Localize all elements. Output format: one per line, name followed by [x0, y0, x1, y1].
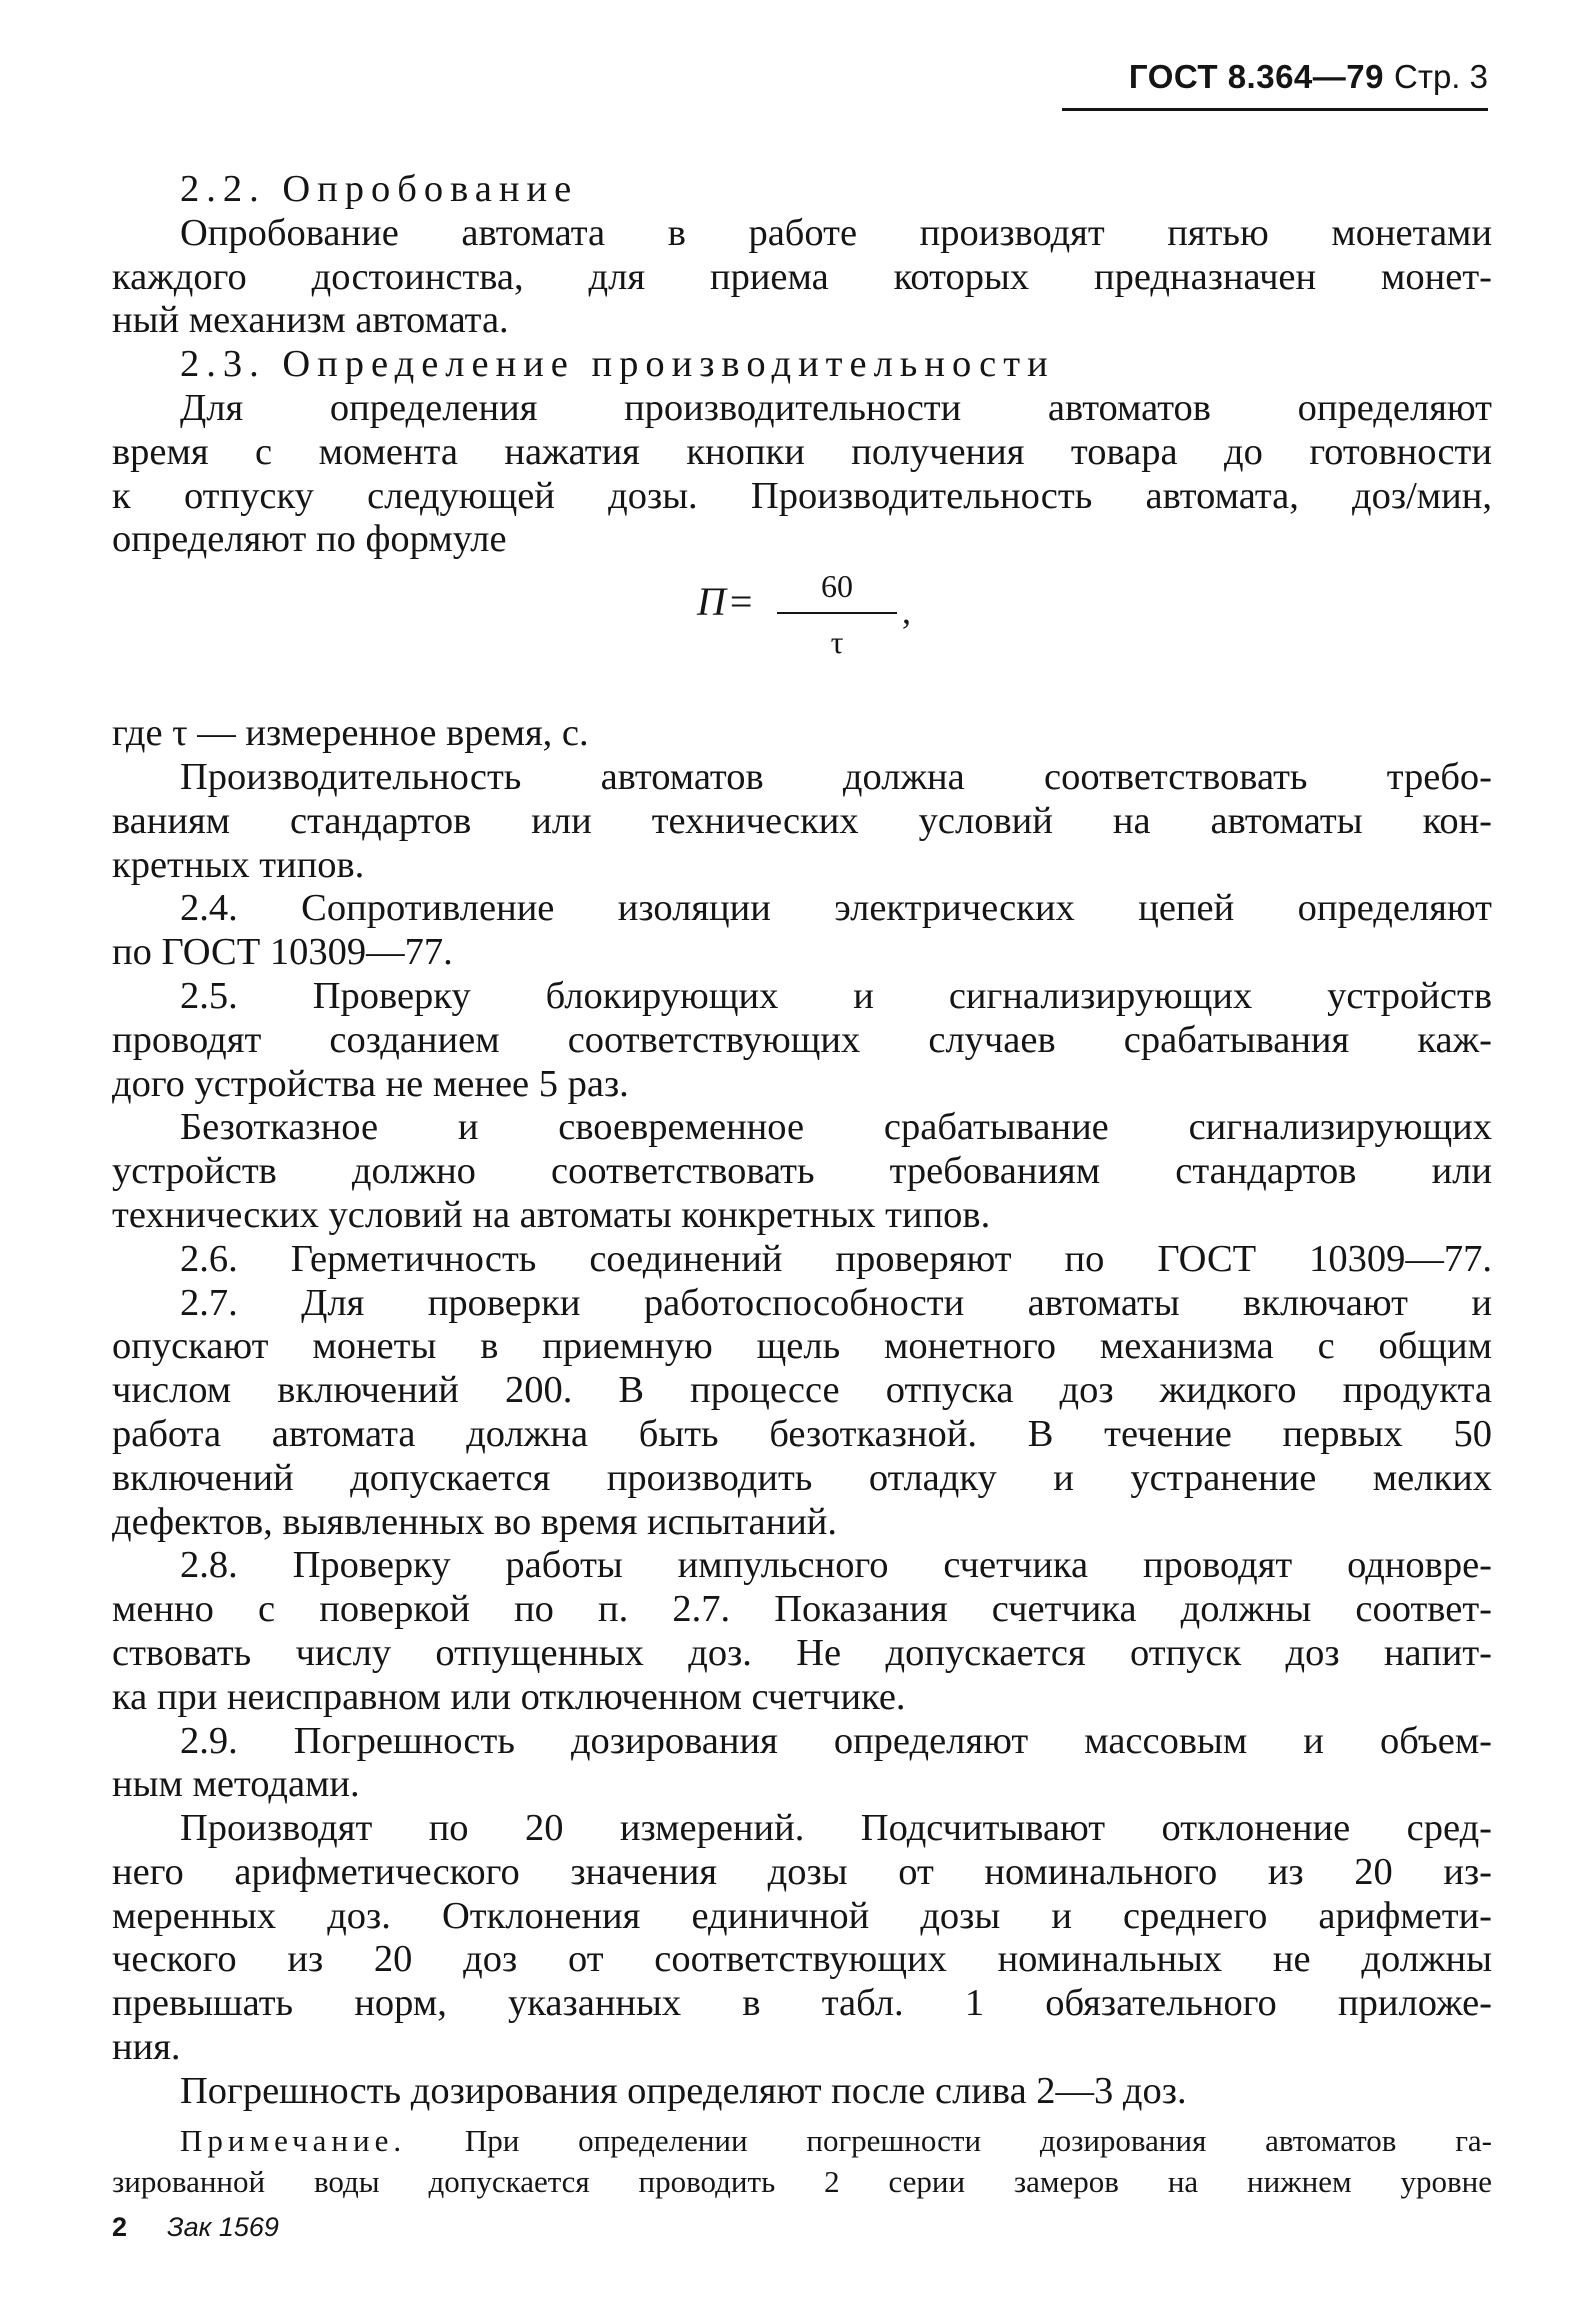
text-line: по ГОСТ 10309—77. — [112, 931, 453, 974]
formula-denominator: τ — [830, 624, 844, 661]
text-line: определяют по формуле — [112, 518, 507, 561]
text-line: числом включений 200. В процессе отпуска доз жидкого продукта — [112, 1369, 1492, 1412]
text-line: 2.9. Погрешность дозирования определяют массовым и объем- — [180, 1719, 1492, 1762]
text-line: Для определения производительности автоматов определяют — [180, 386, 1492, 429]
note-line: Примечание. При определении погрешности дозирования автоматов га- — [180, 2122, 1492, 2158]
text-line: 2.5. Проверку блокирующих и сигнализирующих устройств — [180, 974, 1492, 1017]
section-heading-2-2: 2.2. Опробование — [180, 168, 579, 210]
text-line: включений допускается производить отладку и устранение мелких — [112, 1456, 1492, 1499]
text-line: Производительность автоматов должна соответствовать требо- — [180, 755, 1492, 798]
text-line: проводят созданием соответствующих случаев срабатывания каж- — [112, 1018, 1492, 1061]
text-line: 2.6. Герметичность соединений проверяют по ГОСТ 10309—77. — [180, 1237, 1492, 1280]
text-line: устройств должно соответствовать требованиям стандартов или — [112, 1150, 1492, 1193]
footer-number: 2 — [112, 2212, 128, 2242]
footer-order: Зак 1569 — [167, 2212, 279, 2242]
body-text — [112, 168, 1492, 2202]
text-line: где τ — измеренное время, с. — [112, 712, 589, 755]
note-line: зированной воды допускается проводить 2 серии замеров на нижнем уровне — [112, 2163, 1492, 2199]
text-line: Производят по 20 измерений. Подсчитывают отклонение сред- — [180, 1807, 1492, 1850]
text-line: дого устройства не менее 5 раз. — [112, 1062, 629, 1105]
text-line: ный механизм автомата. — [112, 299, 509, 342]
text-line: Опробование автомата в работе производят пятью монетами — [180, 211, 1492, 254]
formula-fraction — [777, 566, 897, 662]
text-line: ческого из 20 доз от соответствующих номинальных не должны — [112, 1938, 1492, 1981]
formula-lhs: П = — [697, 579, 753, 625]
text-line: превышать норм, указанных в табл. 1 обязательного приложе- — [112, 1982, 1492, 2025]
text-line: меренных доз. Отклонения единичной дозы и среднего арифмети- — [112, 1894, 1492, 1937]
text-line: технических условий на автоматы конкретных типов. — [112, 1193, 991, 1236]
text-line: кретных типов. — [112, 843, 365, 886]
section-heading-2-3: 2.3. Определение производительности — [180, 343, 1055, 386]
text-line: каждого достоинства, для приема которых предназначен монет- — [112, 255, 1492, 298]
formula-comma: , — [902, 591, 911, 632]
formula — [112, 562, 1492, 712]
text-line: него арифметического значения дозы от номинального из 20 из- — [112, 1850, 1492, 1893]
page-footer — [112, 2212, 279, 2243]
note-block — [112, 2120, 1492, 2202]
text-line: опускают монеты в приемную щель монетного механизма с общим — [112, 1325, 1492, 1368]
standard-number: ГОСТ 8.364—79 — [1128, 58, 1384, 95]
header-rule — [1062, 108, 1488, 111]
note-heading: Примечание. — [180, 2122, 407, 2158]
text-line: ка при неисправном или отключенном счетчике. — [112, 1675, 906, 1718]
text-line: ным методами. — [112, 1763, 360, 1806]
page-header — [1129, 58, 1488, 96]
text-line: время с момента нажатия кнопки получения товара до готовности — [112, 430, 1492, 473]
text-line: 2.7. Для проверки работоспособности автоматы включают и — [180, 1281, 1492, 1324]
fraction-bar — [777, 612, 897, 614]
text-line: ствовать числу отпущенных доз. Не допускается отпуск доз напит- — [112, 1631, 1492, 1674]
text-line: к отпуску следующей дозы. Производительность автомата, доз/мин, — [112, 474, 1492, 517]
text-line: 2.4. Сопротивление изоляции электрических цепей определяют — [180, 887, 1492, 930]
text-line: работа автомата должна быть безотказной. В течение первых 50 — [112, 1412, 1492, 1455]
text-line: менно с поверкой по п. 2.7. Показания счетчика должны соответ- — [112, 1588, 1492, 1631]
text-line: Безотказное и своевременное срабатывание сигнализирующих — [180, 1106, 1492, 1149]
page-number: Стр. 3 — [1394, 58, 1488, 95]
text-line: ния. — [112, 2026, 181, 2069]
formula-numerator: 60 — [821, 568, 853, 605]
text-line: 2.8. Проверку работы импульсного счетчика проводят одновре- — [180, 1544, 1492, 1587]
text-line: дефектов, выявленных во время испытаний. — [112, 1500, 838, 1543]
text-line: Погрешность дозирования определяют после слива 2—3 доз. — [180, 2069, 1187, 2112]
text-line: ваниям стандартов или технических условий на автоматы кон- — [112, 799, 1492, 842]
